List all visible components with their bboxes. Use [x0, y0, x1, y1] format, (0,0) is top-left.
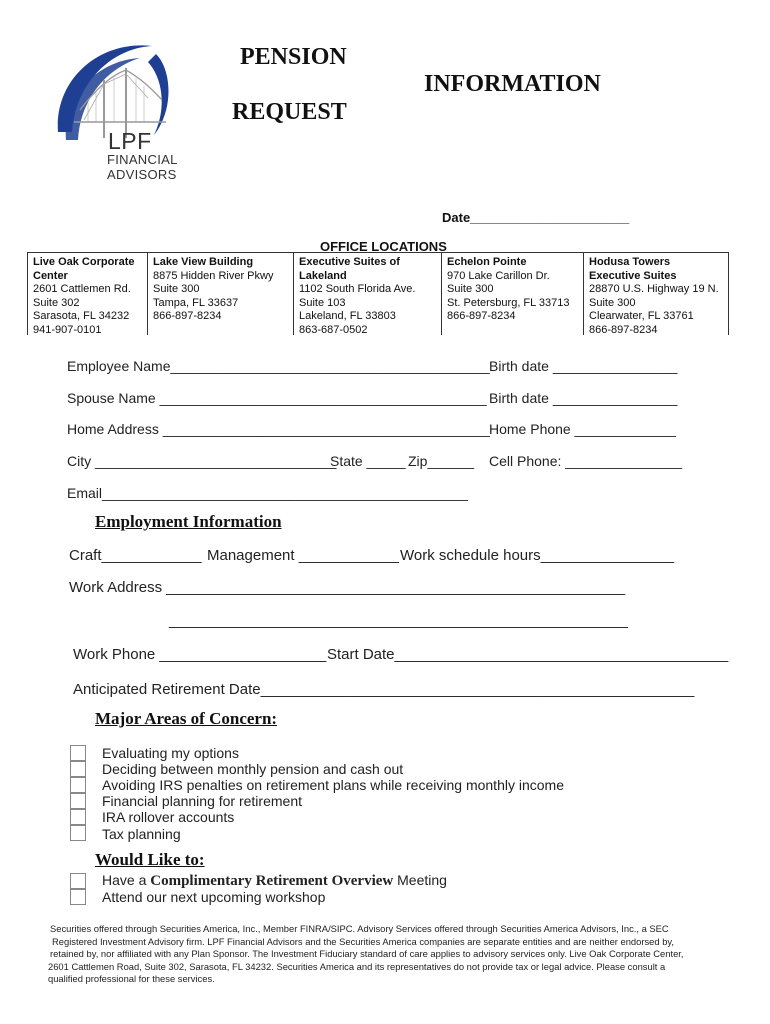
office-echelon — [442, 253, 584, 335]
management-field[interactable]: Management ____________ — [207, 547, 399, 564]
office-locations-table — [27, 252, 729, 335]
office-lake-view — [148, 253, 294, 335]
office-suite: Suite 300 — [153, 283, 200, 295]
office-name: Live Oak Corporate — [33, 256, 135, 268]
spouse-name-field[interactable]: Spouse Name __________________________________________ — [67, 390, 487, 406]
disclaimer-line: qualified professional for these services. — [48, 973, 215, 985]
checkbox-workshop[interactable] — [70, 889, 86, 905]
overview-prefix: Have a — [102, 872, 151, 888]
office-phone: 866-897-8234 — [153, 310, 222, 322]
concern-item: Avoiding IRS penalties on retirement plans while receiving monthly income — [102, 777, 564, 793]
office-suite: Suite 302 — [33, 296, 80, 309]
office-locations-heading: OFFICE LOCATIONS — [320, 239, 447, 254]
start-date-field[interactable]: Start Date________________________________________ — [327, 646, 729, 663]
email-field[interactable]: Email_______________________________________________ — [67, 485, 468, 501]
office-name: Hodusa Towers — [589, 256, 671, 268]
office-suite: Suite 300 — [589, 296, 636, 309]
office-lakeland — [294, 253, 442, 335]
office-city: Lakeland, FL 33803 — [299, 310, 396, 322]
birth-date-field[interactable]: Birth date ________________ — [489, 358, 678, 374]
employee-name-field[interactable]: Employee Name_________________________________________ — [67, 358, 490, 374]
office-address: 970 Lake Carillon Dr. — [447, 269, 550, 282]
concern-item: Tax planning — [102, 826, 181, 842]
home-address-field[interactable]: Home Address __________________________________________ — [67, 421, 490, 437]
office-live-oak — [27, 253, 148, 335]
retirement-date-field[interactable]: Anticipated Retirement Date____________________________________________________ — [73, 681, 695, 698]
checkbox-tax-planning[interactable] — [70, 825, 86, 841]
overview-bold: Complimentary Retirement Overview — [150, 873, 394, 889]
logo-subtitle — [107, 152, 178, 182]
checkbox-financial-planning[interactable] — [70, 793, 86, 809]
checkbox-evaluating[interactable] — [70, 745, 86, 761]
would-like-heading: Would Like to: — [95, 850, 205, 869]
office-address: 8875 Hidden River Pkwy — [153, 269, 274, 282]
logo-subtitle-line1: FINANCIAL — [107, 152, 178, 167]
office-phone: 941-907-0101 — [33, 323, 102, 336]
office-suite: Suite 300 — [447, 283, 494, 295]
concern-item: Financial planning for retirement — [102, 793, 302, 809]
title-pension: PENSION — [240, 44, 347, 70]
office-hodusa — [584, 253, 729, 335]
overview-meeting-item — [102, 872, 447, 890]
zip-field[interactable]: Zip______ — [408, 453, 475, 469]
office-city: St. Petersburg, FL 33713 — [447, 296, 570, 309]
office-name: Executive Suites of — [299, 256, 400, 268]
title-request: REQUEST — [232, 99, 347, 125]
cell-phone-field[interactable]: Cell Phone: _______________ — [489, 453, 683, 469]
office-address: 28870 U.S. Highway 19 N. — [589, 283, 719, 295]
checkbox-overview-meeting[interactable] — [70, 873, 86, 889]
disclaimer-line: Securities offered through Securities America, Inc., Member FINRA/SIPC. Advisory Services offered through Securities America Advisors, Inc., a SEC — [50, 923, 669, 934]
disclaimer-line: Registered Investment Advisory firm. LPF Financial Advisors and the Securities America companies are separate entities and are neither endorsed by, — [52, 935, 675, 947]
disclaimer-line: 2601 Cattlemen Road, Suite 302, Sarasota, FL 34232. Securities America and its representatives do not provide tax or legal advice. Please consult a — [48, 960, 666, 972]
craft-field[interactable]: Craft____________ — [69, 547, 202, 564]
workshop-item: Attend our next upcoming workshop — [102, 889, 326, 905]
office-name-line2: Executive Suites — [589, 269, 677, 282]
title-information: INFORMATION — [424, 71, 601, 97]
office-name: Echelon Pointe — [447, 256, 527, 268]
office-city: Clearwater, FL 33761 — [589, 310, 694, 322]
checkbox-ira-rollover[interactable] — [70, 809, 86, 825]
concern-item: Evaluating my options — [102, 745, 239, 761]
concern-item: IRA rollover accounts — [102, 809, 235, 825]
employment-heading: Employment Information — [95, 512, 282, 531]
work-address-field[interactable]: Work Address _______________________________________________________ — [69, 579, 626, 596]
overview-suffix: Meeting — [393, 872, 447, 888]
office-name-line2: Lakeland — [299, 269, 347, 282]
logo-subtitle-line2: ADVISORS — [107, 167, 177, 182]
work-address-line2-field[interactable]: _______________________________________________________ — [169, 612, 628, 629]
office-suite: Suite 103 — [299, 296, 346, 309]
spouse-birth-date-field[interactable]: Birth date ________________ — [489, 390, 678, 406]
checkbox-irs-penalties[interactable] — [70, 777, 86, 793]
work-phone-field[interactable]: Work Phone ____________________ — [73, 646, 327, 663]
concerns-heading: Major Areas of Concern: — [95, 709, 278, 728]
checkbox-pension-cash[interactable] — [70, 761, 86, 777]
home-phone-field[interactable]: Home Phone _____________ — [489, 421, 676, 437]
office-phone: 866-897-8234 — [447, 310, 516, 322]
disclaimer-line: retained by, nor affiliated with any Plan Sponsor. The Investment Fiduciary standard of care applies to advisory services only. Live Oak Corporate Center, — [50, 948, 684, 960]
office-phone: 863-687-0502 — [299, 323, 368, 336]
disclaimer — [42, 923, 742, 986]
office-name: Lake View Building — [153, 256, 254, 268]
work-schedule-field[interactable]: Work schedule hours________________ — [400, 547, 675, 564]
office-address: 2601 Cattlemen Rd. — [33, 283, 131, 295]
concern-item: Deciding between monthly pension and cash out — [102, 761, 404, 777]
office-name-line2: Center — [33, 269, 68, 282]
office-city: Sarasota, FL 34232 — [33, 310, 130, 322]
date-field[interactable]: Date______________________ — [442, 210, 630, 225]
city-field[interactable]: City _______________________________ — [67, 453, 337, 469]
office-address: 1102 South Florida Ave. — [299, 283, 416, 295]
office-phone: 866-897-8234 — [589, 323, 658, 336]
office-city: Tampa, FL 33637 — [153, 296, 239, 309]
logo-name: LPF — [108, 128, 152, 154]
state-field[interactable]: State _____ — [330, 453, 406, 469]
